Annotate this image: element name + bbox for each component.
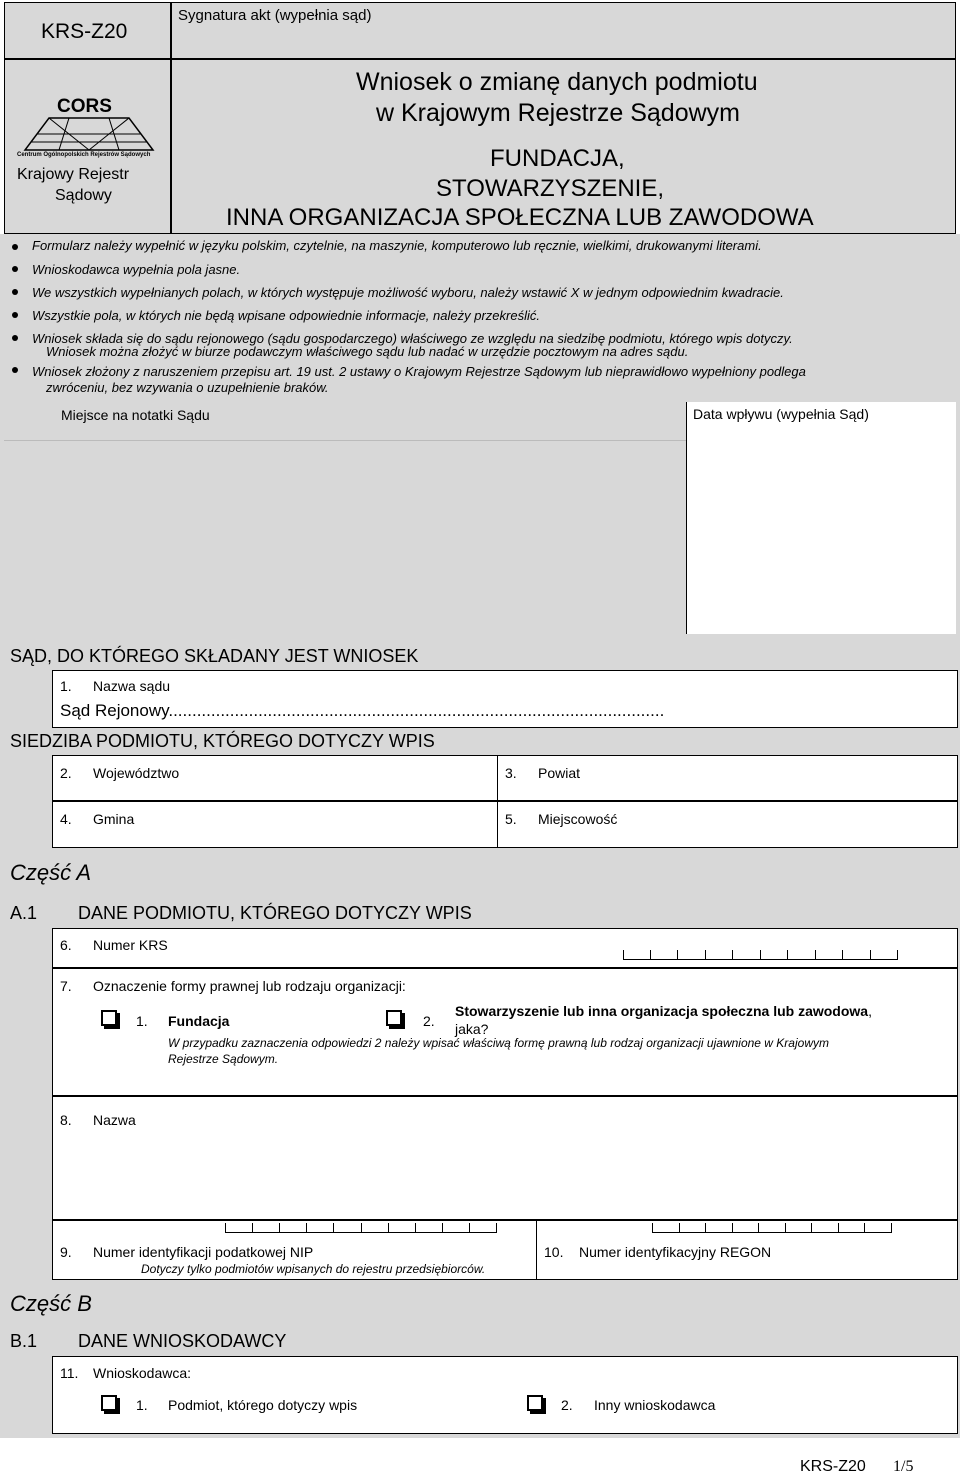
field-number: 3. [505,765,517,781]
field-number: 2. [60,765,72,781]
receipt-date-box[interactable] [686,402,956,634]
entity-applicant-checkbox[interactable] [101,1395,117,1411]
form-code: KRS-Z20 [41,20,128,43]
a1-code: A.1 [10,903,38,923]
association-label-suffix: , [868,1003,872,1019]
instruction-2: Wnioskodawca wypełnia pola jasne. [32,262,241,277]
court-name-label: Nazwa sądu [93,678,171,694]
form-code-box [4,2,171,59]
b1-title: DANE WNIOSKODAWCY [78,1331,287,1351]
association-label-text: Stowarzyszenie lub inna organizacja społeczna lub zawodowa [455,1003,869,1019]
field-number: 9. [60,1244,72,1260]
krs-number-label: Numer KRS [93,937,168,953]
bullet-icon [12,266,18,272]
bullet-icon [12,367,18,373]
field-number: 5. [505,811,517,827]
a1-title: DANE PODMIOTU, KTÓREGO DOTYCZY WPIS [78,903,472,923]
voivodeship-field[interactable] [52,755,498,801]
option-number: 2. [561,1397,573,1413]
instruction-7: Wniosek złożony z naruszeniem przepisu art. 19 ust. 2 ustawy o Krajowym Rejestrze Sądowym lub nieprawidłowo wypełniony podlega [32,364,806,379]
foundation-label: Fundacja [168,1013,230,1029]
county-field[interactable] [497,755,958,801]
signature-label: Sygnatura akt (wypełnia sąd) [178,7,372,24]
title-line1: Wniosek o zmianę danych podmiotu [356,68,758,96]
logo-text: CORS [57,96,112,117]
county-label: Powiat [538,765,581,781]
legal-form-field [52,968,958,1096]
foundation-checkbox[interactable] [101,1010,117,1026]
seat-section-title: SIEDZIBA PODMIOTU, KTÓREGO DOTYCZY WPIS [10,731,435,751]
option-number: 1. [136,1013,148,1029]
instruction-1: Formularz należy wypełnić w języku polskim, czytelnie, na maszynie, komputerowo lub ręcznie, wielkimi, drukowanymi literami. [32,238,762,253]
other-applicant-label: Inny wnioskodawca [594,1397,716,1413]
instruction-5: Wniosek składa się do sądu rejonowego (sądu gospodarczego) właściwego ze względu na siedzibę podmiotu, którego wpis dotyczy. [32,331,793,346]
subtitle-line3: INNA ORGANIZACJA SPOŁECZNA LUB ZAWODOWA [226,204,814,231]
other-applicant-checkbox[interactable] [527,1395,543,1411]
nip-note: Dotyczy tylko podmiotów wpisanych do rejestru przedsiębiorców. [141,1262,486,1276]
field-number: 10. [544,1244,564,1260]
court-notes-box [48,402,686,440]
bullet-icon [12,244,18,250]
instruction-3: We wszystkich wypełnianych polach, w których występuje możliwość wyboru, należy wstawić X w jednym odpowiednim kwadracie. [32,285,784,300]
instruction-8: zwróceniu, bez wzywania o uzupełnienie braków. [46,380,329,395]
name-label: Nazwa [93,1112,136,1128]
field-number: 7. [60,978,72,994]
voivodeship-label: Województwo [93,765,180,781]
receipt-date-label: Data wpływu (wypełnia Sąd) [693,406,869,422]
locality-label: Miejscowość [538,811,618,827]
field-number: 4. [60,811,72,827]
association-checkbox[interactable] [386,1010,402,1026]
registry-name-line2: Sądowy [55,187,112,204]
commune-label: Gmina [93,811,135,827]
entity-applicant-label: Podmiot, którego dotyczy wpis [168,1397,358,1413]
footer-form-code: KRS-Z20 [800,1458,866,1475]
instruction-4: Wszystkie pola, w których nie będą wpisane odpowiednie informacje, należy przekreślić. [32,308,540,323]
field-number: 8. [60,1112,72,1128]
regon-digit-comb[interactable] [652,1224,892,1233]
nip-field[interactable] [52,1220,537,1280]
court-name-value: Sąd Rejonowy......................................................................................................... [60,701,665,720]
association-question: jaka? [455,1021,489,1037]
part-b-title: Część B [10,1291,92,1316]
bullet-icon [12,335,18,341]
court-notes-label: Miejsce na notatki Sądu [61,407,210,423]
bullet-icon [12,289,18,295]
logo-grid-icon [19,104,159,154]
signature-box [171,2,956,59]
part-a-title: Część A [10,860,92,885]
nip-digit-comb[interactable] [225,1224,497,1233]
subtitle-line1: FUNDACJA, [490,145,625,172]
bullet-icon [12,312,18,318]
instruction-6: Wniosek można złożyć w biurze podawczym właściwego sądu lub nadać w urzędzie pocztowym na adres sądu. [46,344,689,359]
krs-number-field[interactable] [52,928,958,968]
notes-divider [4,440,686,441]
name-field[interactable] [52,1096,958,1220]
krs-digit-comb[interactable] [623,951,898,960]
applicant-label: Wnioskodawca: [93,1365,192,1381]
association-label [455,1003,872,1019]
b1-code: B.1 [10,1331,38,1351]
logo-subtext: Centrum Ogólnopolskich Rejestrów Sądowych [17,152,151,158]
instructions-block [0,234,960,400]
subtitle-line2: STOWARZYSZENIE, [436,175,665,202]
legal-form-note-line2: Rejestrze Sądowym. [168,1052,279,1066]
option-number: 2. [423,1013,435,1029]
regon-label: Numer identyfikacyjny REGON [579,1244,772,1260]
field-number: 6. [60,937,72,953]
court-name-field[interactable] [52,670,958,728]
applicant-field [52,1356,958,1434]
locality-field[interactable] [497,801,958,848]
nip-label: Numer identyfikacji podatkowej NIP [93,1244,314,1260]
footer-page-number: 1/5 [893,1458,914,1475]
registry-name-line1: Krajowy Rejestr [17,166,130,183]
regon-field[interactable] [536,1220,958,1280]
title-line2: w Krajowym Rejestrze Sądowym [376,99,740,127]
option-number: 1. [136,1397,148,1413]
commune-field[interactable] [52,801,498,848]
logo-box [4,59,171,234]
title-box [171,59,956,234]
legal-form-note-line1: W przypadku zaznaczenia odpowiedzi 2 należy wpisać właściwą formę prawną lub rodzaj organizacji ujawnione w Krajowym [168,1036,829,1050]
legal-form-label: Oznaczenie formy prawnej lub rodzaju organizacji: [93,978,406,994]
court-section-title: SĄD, DO KTÓREGO SKŁADANY JEST WNIOSEK [10,646,419,666]
field-number: 11. [60,1365,79,1381]
field-number: 1. [60,678,72,694]
